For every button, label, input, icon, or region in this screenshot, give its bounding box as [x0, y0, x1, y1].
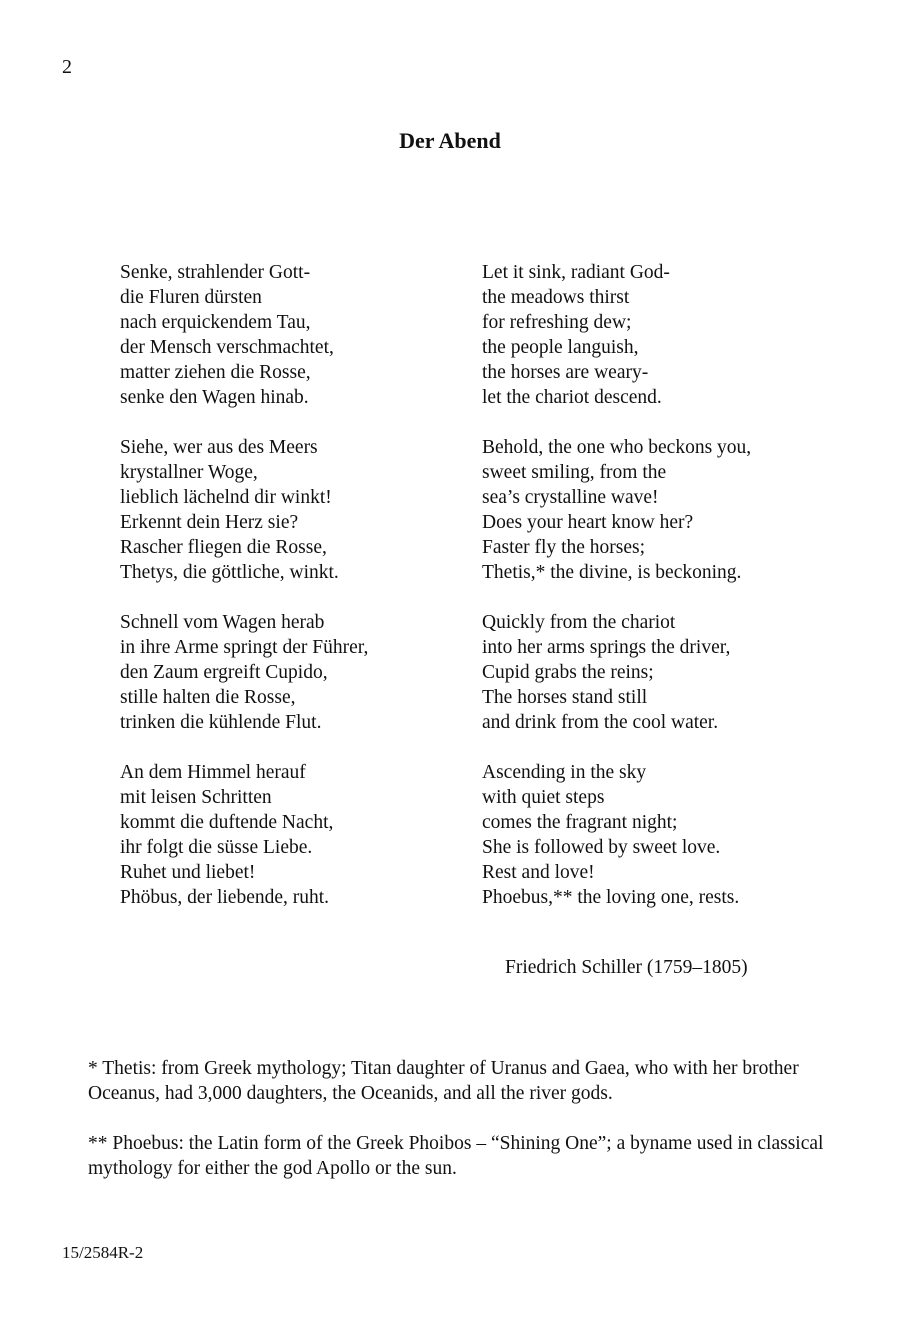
- german-stanza-1: [120, 260, 450, 410]
- poem-line: Phöbus, der liebende, ruht.: [120, 887, 330, 908]
- poem-line: Cupid grabs the reins;: [482, 662, 654, 683]
- poem-line: Let it sink, radiant God-: [482, 262, 670, 283]
- poem-line: Ascending in the sky: [482, 762, 647, 783]
- poem-line: Behold, the one who beckons you,: [482, 437, 752, 458]
- footnote-thetis: * Thetis: from Greek mythology; Titan daughter of Uranus and Gaea, who with her brother Oceanus, had 3,000 daughters, the Oceanids, and all the river gods.: [88, 1058, 799, 1104]
- poem-line: Thetys, die göttliche, winkt.: [120, 562, 339, 583]
- poem-line: ihr folgt die süsse Liebe.: [120, 837, 313, 858]
- english-text-column: [482, 260, 812, 935]
- poem-line: trinken die kühlende Flut.: [120, 712, 322, 733]
- poem-line: The horses stand still: [482, 687, 648, 708]
- poem-line: mit leisen Schritten: [120, 787, 272, 808]
- poem-line: Does your heart know her?: [482, 512, 694, 533]
- poem-line: in ihre Arme springt der Führer,: [120, 637, 369, 658]
- poem-line: with quiet steps: [482, 787, 605, 808]
- poem-line: and drink from the cool water.: [482, 712, 719, 733]
- english-stanza-3: [482, 610, 812, 735]
- poem-line: Erkennt dein Herz sie?: [120, 512, 299, 533]
- poem-line: die Fluren dürsten: [120, 287, 262, 308]
- poem-line: den Zaum ergreift Cupido,: [120, 662, 328, 683]
- poem-line: the meadows thirst: [482, 287, 630, 308]
- poem-line: Faster fly the horses;: [482, 537, 646, 558]
- poem-line: Schnell vom Wagen herab: [120, 612, 325, 633]
- poem-line: Rascher fliegen die Rosse,: [120, 537, 327, 558]
- author-attribution: Friedrich Schiller (1759–1805): [505, 957, 748, 978]
- poem-line: stille halten die Rosse,: [120, 687, 296, 708]
- poem-line: kommt die duftende Nacht,: [120, 812, 334, 833]
- german-text-column: [120, 260, 450, 935]
- poem-line: der Mensch verschmachtet,: [120, 337, 334, 358]
- poem-line: Phoebus,** the loving one, rests.: [482, 887, 740, 908]
- poem-line: An dem Himmel herauf: [120, 762, 306, 783]
- poem-line: Siehe, wer aus des Meers: [120, 437, 318, 458]
- footnotes: [88, 1056, 828, 1206]
- poem-line: Thetis,* the divine, is beckoning.: [482, 562, 742, 583]
- poem-line: nach erquickendem Tau,: [120, 312, 311, 333]
- poem-line: Senke, strahlender Gott-: [120, 262, 311, 283]
- poem-line: the horses are weary-: [482, 362, 649, 383]
- poem-line: senke den Wagen hinab.: [120, 387, 309, 408]
- german-stanza-3: [120, 610, 450, 735]
- page-number: 2: [62, 56, 72, 78]
- english-stanza-4: [482, 760, 812, 910]
- english-stanza-2: [482, 435, 812, 585]
- catalog-number: 15/2584R-2: [62, 1243, 144, 1262]
- german-stanza-2: [120, 435, 450, 585]
- poem-line: into her arms springs the driver,: [482, 637, 731, 658]
- poem-line: for refreshing dew;: [482, 312, 632, 333]
- footnote-phoebus: ** Phoebus: the Latin form of the Greek Phoibos – “Shining One”; a byname used in classical mythology for either the god Apollo or the sun.: [88, 1133, 824, 1179]
- poem-line: Ruhet und liebet!: [120, 862, 256, 883]
- poem-line: lieblich lächelnd dir winkt!: [120, 487, 332, 508]
- poem-title: Der Abend: [399, 128, 501, 153]
- poem-line: matter ziehen die Rosse,: [120, 362, 311, 383]
- poem-line: She is followed by sweet love.: [482, 837, 721, 858]
- poem-line: krystallner Woge,: [120, 462, 258, 483]
- poem-line: comes the fragrant night;: [482, 812, 678, 833]
- poem-line: the people languish,: [482, 337, 639, 358]
- poem-line: sweet smiling, from the: [482, 462, 667, 483]
- poem-line: let the chariot descend.: [482, 387, 662, 408]
- poem-line: Rest and love!: [482, 862, 595, 883]
- english-stanza-1: [482, 260, 812, 410]
- poem-line: Quickly from the chariot: [482, 612, 676, 633]
- german-stanza-4: [120, 760, 450, 910]
- poem-line: sea’s crystalline wave!: [482, 487, 659, 508]
